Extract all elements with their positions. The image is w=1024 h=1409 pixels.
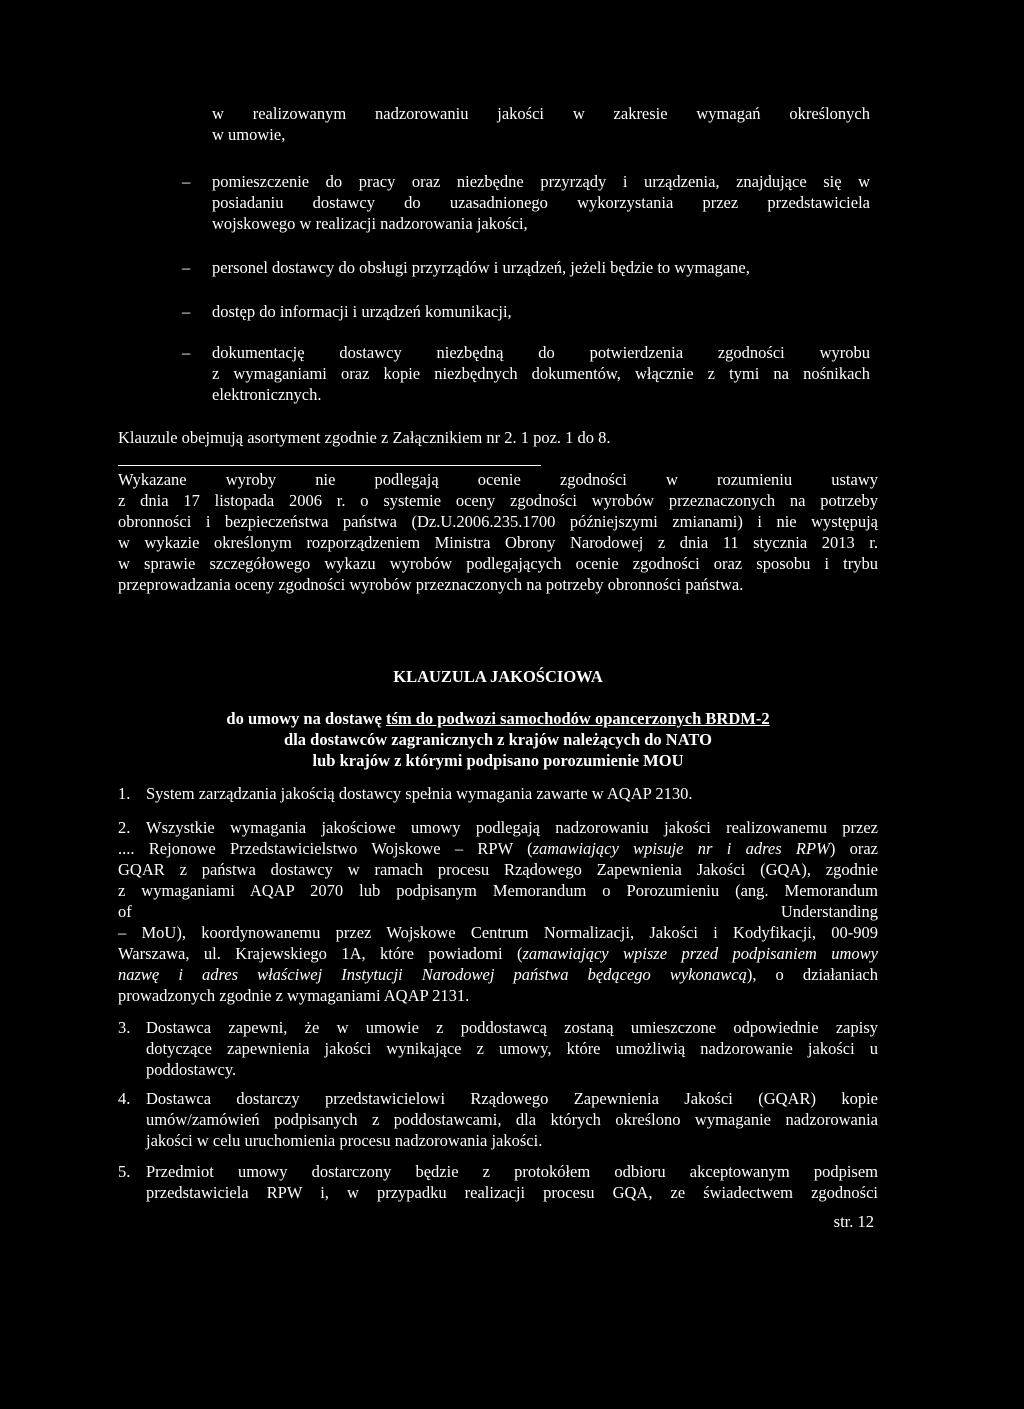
intro-line: w umowie, [212,125,286,144]
item-line: jakości w celu uruchomienia procesu nadzorowania jakości. [146,1131,543,1150]
subheading-line-2: dla dostawców zagranicznych z krajów należących do NATO [284,730,712,749]
subheading-line-1 [118,708,878,729]
subheading-prefix: do umowy na dostawę [226,709,386,728]
item-line: – MoU), koordynowanemu przez Wojskowe Centrum Normalizacji, Jakości i Kodyfikacji, 00-909 [118,923,878,942]
intro-paragraph [212,103,870,145]
item-line: umów/zamówień podpisanych z poddostawcami, dla których określono wymaganie nadzorowania [146,1110,878,1129]
item-line: of Understanding [118,902,878,921]
subheading-line-3: lub krajów z którymi podpisano porozumienie MOU [312,751,684,770]
bullet-dash: – [182,343,191,362]
item-line: poddostawcy. [146,1060,237,1079]
item-line: Przedmiot umowy dostarczony będzie z protokółem odbioru akceptowanym podpisem [146,1162,878,1181]
item-line: dotyczące zapewnienia jakości wynikające z umowy, które umożliwią nadzorowanie jakości u [146,1039,878,1058]
footnote-separator [118,465,541,466]
item-line: System zarządzania jakością dostawcy spełnia wymagania zawarte w AQAP 2130. [146,784,693,803]
bullet-dash: – [182,258,191,277]
bullet-line: dokumentację dostawcy niezbędną do potwierdzenia zgodności wyrobu [212,343,870,362]
footnote-paragraph [118,469,878,595]
item-line: Dostawca zapewni, że w umowie z poddostawcą zostaną umieszczone odpowiednie zapisy [146,1018,878,1037]
bullet-item [212,342,870,405]
list-item [146,783,878,804]
clause-heading [118,666,878,687]
list-item [146,1088,878,1151]
list-item [146,817,878,838]
bullet-item [212,301,870,322]
item-line: .... Rejonowe Przedstawicielstwo Wojskowe – RPW (zamawiający wpisuje nr i adres RPW) oraz [118,839,878,858]
item-number: 3. [118,1018,131,1037]
item-line: Warszawa, ul. Krajewskiego 1A, które powiadomi (zamawiający wpisze przed podpisaniem umowy [118,944,878,963]
subheading-subject: tśm do podwozi samochodów opancerzonych BRDM-2 [385,709,770,728]
item-line: GQAR z państwa dostawcy w ramach procesu Rządowego Zapewnienia Jakości (GQA), zgodnie [118,860,878,879]
item-number: 1. [118,784,131,803]
item-line: prowadzonych zgodnie z wymaganiami AQAP 2131. [118,986,470,1005]
footnote-line: przeprowadzania oceny zgodności wyrobów przeznaczonych na potrzeby obronności państwa. [118,575,744,594]
bullet-line: wojskowego w realizacji nadzorowania jakości, [212,214,528,233]
list-item-continuation [118,838,878,1006]
bullet-line: z wymaganiami oraz kopie niezbędnych dokumentów, włącznie z tymi na nośnikach [212,364,870,383]
placeholder-instruction: nazwę i adres właściwej Instytucji Narodowej państwa będącego wykonawcą [118,965,747,984]
bullet-line: elektronicznych. [212,385,322,404]
bullet-line: dostęp do informacji i urządzeń komunikacji, [212,302,512,321]
bullet-line: pomieszczenie do pracy oraz niezbędne przyrządy i urządzenia, znajdujące się w [212,172,870,191]
bullet-line: posiadaniu dostawcy do uzasadnionego wykorzystania przez przedstawiciela [212,193,870,212]
footnote-line: Wykazane wyroby nie podlegają ocenie zgodności w rozumieniu ustawy [118,470,878,489]
clauses-scope [118,427,878,448]
bullet-item [212,257,870,278]
item-line: przedstawiciela RPW i, w przypadku realizacji procesu GQA, ze świadectwem zgodności [146,1183,878,1202]
bullet-item [212,171,870,234]
footnote-line: obronności i bezpieczeństwa państwa (Dz.U.2006.235.1700 późniejszymi zmianami) i nie występują [118,512,878,531]
placeholder-instruction: zamawiający wpisuje nr i adres RPW [532,839,830,858]
item-line: Wszystkie wymagania jakościowe umowy podlegają nadzorowaniu jakości realizowanemu przez [146,818,878,837]
footnote-line: w wykazie określonym rozporządzeniem Ministra Obrony Narodowej z dnia 11 stycznia 2013 r. [118,533,878,552]
item-line: Dostawca dostarczy przedstawicielowi Rządowego Zapewnienia Jakości (GQAR) kopie [146,1089,878,1108]
list-item [146,1017,878,1080]
intro-line: w realizowanym nadzorowaniu jakości w zakresie wymagań określonych [212,104,870,123]
item-number: 2. [118,818,131,837]
footnote-line: z dnia 17 listopada 2006 r. o systemie oceny zgodności wyrobów przeznaczonych na potrzeby [118,491,878,510]
item-number: 5. [118,1162,131,1181]
page-number: str. 12 [833,1212,874,1231]
page-title: KLAUZULA JAKOŚCIOWA [393,667,603,686]
bullet-dash: – [182,302,191,321]
bullet-dash: – [182,172,191,191]
item-number: 4. [118,1089,131,1108]
footnote-line: w sprawie szczegółowego wykazu wyrobów podlegających ocenie zgodności oraz sposobu i trybu [118,554,878,573]
bullet-line: personel dostawcy do obsługi przyrządów i urządzeń, jeżeli będzie to wymagane, [212,258,750,277]
item-line: nazwę i adres właściwej Instytucji Narodowej państwa będącego wykonawcą), o działaniach [118,965,878,984]
clauses-text: Klauzule obejmują asortyment zgodnie z Załącznikiem nr 2. 1 poz. 1 do 8. [118,428,611,447]
placeholder-instruction: zamawiający wpisze przed podpisaniem umowy [522,944,878,963]
list-item [146,1161,878,1203]
item-line: z wymaganiami AQAP 2070 lub podpisanym Memorandum o Porozumieniu (ang. Memorandum [118,881,878,900]
clause-subheading [118,708,878,771]
